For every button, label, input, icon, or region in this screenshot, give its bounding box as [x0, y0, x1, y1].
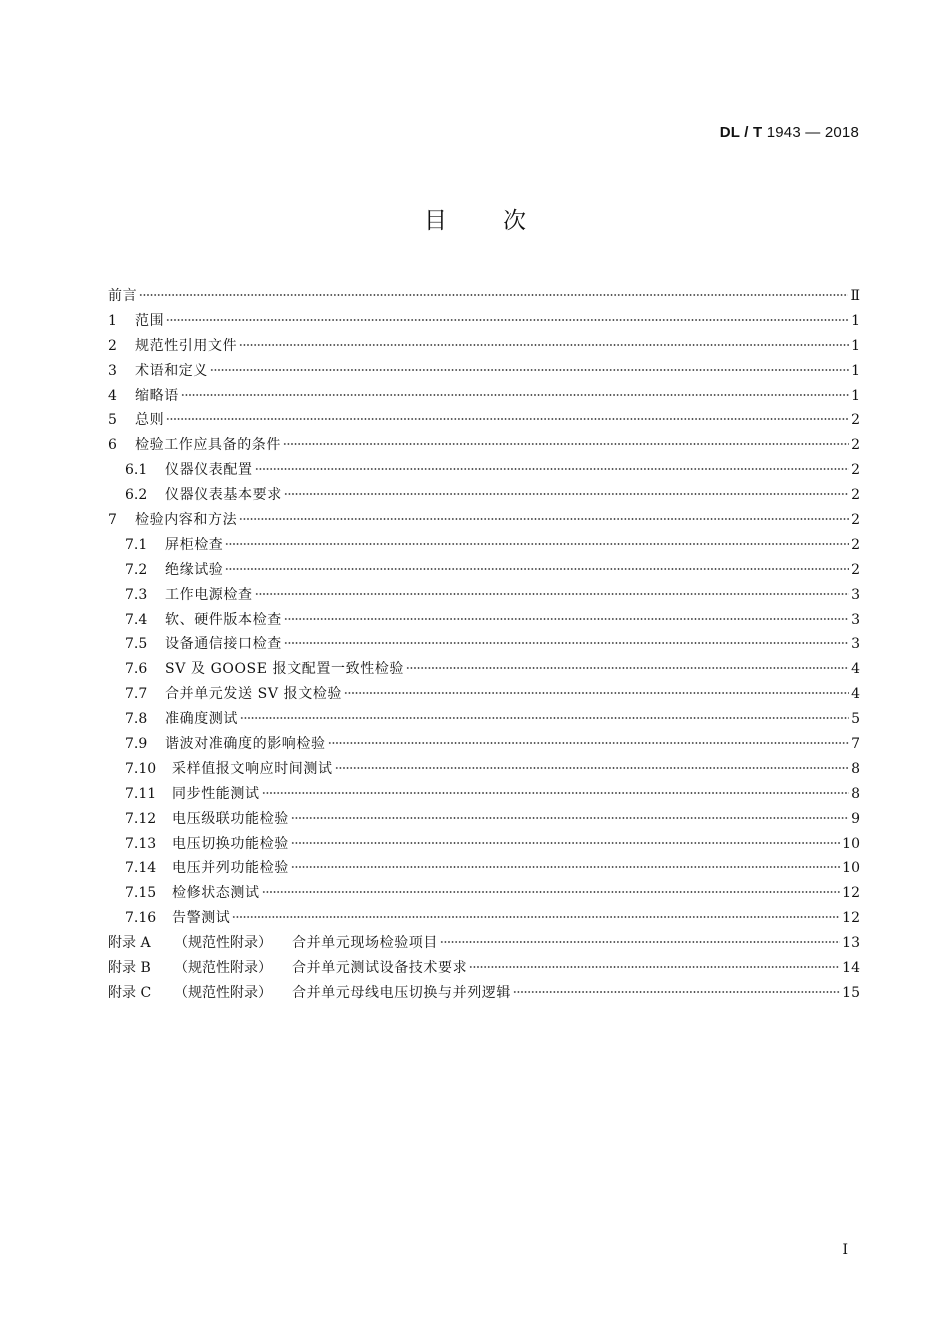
- toc-entry-number: 7.13: [125, 835, 157, 852]
- toc-leader-dots: [166, 418, 849, 420]
- toc-page-number: 7: [851, 736, 860, 753]
- toc-page-number: 1: [851, 337, 860, 354]
- toc-leader-dots: [284, 493, 849, 495]
- toc-row[interactable]: [108, 632, 860, 657]
- toc-entry-title: 规范性引用文件: [135, 337, 238, 354]
- toc-leader-dots: [513, 991, 840, 993]
- toc-row[interactable]: [108, 384, 860, 409]
- toc-leader-dots: [291, 817, 849, 819]
- toc-page-number: 2: [851, 487, 860, 504]
- toc-entry-number: 7.10: [125, 760, 157, 777]
- toc-row[interactable]: [108, 856, 860, 881]
- toc-row[interactable]: [108, 956, 860, 981]
- toc-leader-dots: [262, 891, 841, 893]
- toc-entry-number: 4: [108, 387, 117, 404]
- toc-entry-number: 7.12: [125, 810, 157, 827]
- toc-entry-number: 1: [108, 312, 117, 329]
- toc-entry-number: 7.11: [125, 785, 157, 802]
- toc-entry-number: 6.2: [125, 487, 148, 504]
- toc-appendix-tag: （规范性附录）: [174, 984, 272, 1001]
- toc-entry-number: 5: [108, 412, 117, 429]
- toc-page-number: 14: [842, 960, 860, 977]
- toc-entry-number: 7.9: [125, 736, 148, 753]
- toc-leader-dots: [166, 319, 849, 321]
- toc-page-number: 2: [851, 437, 860, 454]
- toc-entry-title: 术语和定义: [135, 362, 208, 379]
- toc-page-number: 10: [842, 835, 860, 852]
- toc-leader-dots: [406, 667, 849, 669]
- toc-page-number: 8: [851, 760, 860, 777]
- toc-row[interactable]: [108, 508, 860, 533]
- toc-entry-title: 电压级联功能检验: [172, 810, 289, 827]
- toc-entry-number: 附录 A: [108, 935, 151, 952]
- toc-row[interactable]: [108, 433, 860, 458]
- toc-leader-dots: [239, 344, 849, 346]
- toc-entry-title: 同步性能测试: [172, 785, 260, 802]
- toc-entry-title: 电压切换功能检验: [172, 835, 289, 852]
- toc-entry-title: 合并单元母线电压切换与并列逻辑: [292, 984, 511, 1001]
- toc-entry-title: 谐波对准确度的影响检验: [165, 736, 326, 753]
- toc-appendix-tag: （规范性附录）: [174, 935, 272, 952]
- toc-entry-number: 7.16: [125, 910, 157, 927]
- toc-row[interactable]: [108, 832, 860, 857]
- toc-page-number: 10: [842, 860, 860, 877]
- toc-leader-dots: [181, 394, 849, 396]
- toc-entry-number: 7.1: [125, 536, 148, 553]
- toc-leader-dots: [240, 717, 849, 719]
- toc-entry-title: 告警测试: [172, 910, 231, 927]
- toc-row[interactable]: [108, 359, 860, 384]
- toc-entry-title: 工作电源检查: [165, 586, 253, 603]
- toc-row[interactable]: [108, 458, 860, 483]
- toc-page-number: 2: [851, 536, 860, 553]
- toc-entry-number: 7: [108, 512, 117, 529]
- toc-page-number: 15: [842, 984, 860, 1001]
- toc-page-number: 1: [851, 362, 860, 379]
- toc-leader-dots: [440, 941, 840, 943]
- toc-entry-number: 7.7: [125, 686, 148, 703]
- toc-leader-dots: [284, 618, 849, 620]
- toc-leader-dots: [262, 792, 849, 794]
- toc-entry-number: 7.4: [125, 611, 148, 628]
- toc-page-number: 2: [851, 512, 860, 529]
- toc-leader-dots: [284, 642, 849, 644]
- toc-page-number: 4: [851, 686, 860, 703]
- toc-leader-dots: [469, 966, 840, 968]
- toc-leader-dots: [210, 369, 849, 371]
- toc-leader-dots: [255, 468, 849, 470]
- toc-page-number: 2: [851, 412, 860, 429]
- toc-page-number: 4: [851, 661, 860, 678]
- toc-entry-number: 3: [108, 362, 117, 379]
- toc-row[interactable]: [108, 981, 860, 1006]
- toc-entry-number: 6: [108, 437, 117, 454]
- toc-page-number: 5: [851, 711, 860, 728]
- toc-entry-title: 仪器仪表基本要求: [165, 487, 282, 504]
- toc-page-number: Ⅱ: [850, 288, 860, 304]
- toc-entry-title: 准确度测试: [165, 711, 238, 728]
- toc-entry-title: 检验内容和方法: [135, 512, 238, 529]
- toc-row[interactable]: [108, 732, 860, 757]
- toc-entry-title: SV 及 GOOSE 报文配置一致性检验: [165, 661, 405, 678]
- toc-page-number: 12: [842, 910, 860, 927]
- page-title: 目次: [424, 208, 582, 234]
- footer-page-number: I: [842, 1242, 848, 1258]
- toc-page-number: 3: [851, 586, 860, 603]
- toc-entry-title: 仪器仪表配置: [165, 462, 253, 479]
- toc-entry-number: 7.14: [125, 860, 157, 877]
- toc-page-number: 1: [851, 312, 860, 329]
- toc-page-number: 2: [851, 462, 860, 479]
- toc-leader-dots: [139, 294, 848, 296]
- toc-entry-title: 设备通信接口检查: [165, 636, 282, 653]
- toc-leader-dots: [232, 916, 840, 918]
- toc-entry-title: 合并单元测试设备技术要求: [292, 960, 468, 977]
- toc-row[interactable]: [108, 309, 860, 334]
- toc-row[interactable]: [108, 682, 860, 707]
- toc-page-number: 9: [851, 810, 860, 827]
- toc-entry-title: 屏柜检查: [165, 536, 224, 553]
- toc-entry-title: 采样值报文响应时间测试: [172, 760, 333, 777]
- toc-entry-number: 7.15: [125, 885, 157, 902]
- toc-entry-number: 附录 C: [108, 984, 152, 1001]
- toc-entry-number: 2: [108, 337, 117, 354]
- toc-page-number: 3: [851, 636, 860, 653]
- toc-row[interactable]: [108, 583, 860, 608]
- toc-entry-title: 合并单元现场检验项目: [292, 935, 438, 952]
- toc-leader-dots: [344, 692, 849, 694]
- toc-entry-title: 检修状态测试: [172, 885, 260, 902]
- toc-entry-number: 7.5: [125, 636, 148, 653]
- toc-entry-title: 缩略语: [135, 387, 179, 404]
- toc-appendix-tag: （规范性附录）: [174, 960, 272, 977]
- toc-row[interactable]: [108, 881, 860, 906]
- toc-row[interactable]: [108, 608, 860, 633]
- toc-entry-number: 7.6: [125, 661, 148, 678]
- toc-leader-dots: [225, 543, 849, 545]
- toc-entry-title: 检验工作应具备的条件: [135, 437, 281, 454]
- toc-page-number: 8: [851, 785, 860, 802]
- toc-leader-dots: [291, 866, 840, 868]
- toc-row[interactable]: [108, 657, 860, 682]
- toc-leader-dots: [335, 767, 849, 769]
- toc-entry-number: 7.8: [125, 711, 148, 728]
- toc-entry-title: 电压并列功能检验: [172, 860, 289, 877]
- standard-code: [720, 124, 859, 141]
- toc-leader-dots: [255, 593, 849, 595]
- toc-page-number: 12: [842, 885, 860, 902]
- toc-row[interactable]: [108, 931, 860, 956]
- standard-number: 1943 — 2018: [766, 124, 859, 141]
- toc-entry-number: 7.2: [125, 561, 148, 578]
- toc-entry-number: 7.3: [125, 586, 148, 603]
- toc-entry-number: 6.1: [125, 462, 148, 479]
- toc-row[interactable]: [108, 284, 860, 309]
- toc-row[interactable]: [108, 757, 860, 782]
- toc-page-number: 2: [851, 561, 860, 578]
- toc-leader-dots: [328, 742, 849, 744]
- toc-page-number: 1: [851, 387, 860, 404]
- toc-row[interactable]: [108, 533, 860, 558]
- toc-entry-number: 附录 B: [108, 960, 151, 977]
- toc-row[interactable]: [108, 707, 860, 732]
- toc-row[interactable]: [108, 807, 860, 832]
- standard-prefix: DL / T: [719, 124, 763, 141]
- toc-row[interactable]: [108, 782, 860, 807]
- toc-page-number: 3: [851, 611, 860, 628]
- toc-leader-dots: [283, 443, 849, 445]
- toc-entry-title: 软、硬件版本检查: [165, 611, 282, 628]
- toc-entry-title: 范围: [135, 312, 165, 329]
- toc-row[interactable]: [108, 906, 860, 931]
- toc-entry-title: 前言: [108, 288, 138, 304]
- toc-page-number: 13: [842, 935, 860, 952]
- toc-entry-title: 绝缘试验: [165, 561, 224, 578]
- toc-leader-dots: [239, 518, 849, 520]
- toc-leader-dots: [291, 842, 840, 844]
- toc-entry-title: 总则: [135, 412, 165, 429]
- toc-row[interactable]: [108, 408, 860, 433]
- toc-row[interactable]: [108, 334, 860, 359]
- table-of-contents: [108, 284, 860, 1006]
- toc-leader-dots: [225, 568, 849, 570]
- toc-row[interactable]: [108, 483, 860, 508]
- toc-row[interactable]: [108, 558, 860, 583]
- toc-entry-title: 合并单元发送 SV 报文检验: [165, 686, 343, 703]
